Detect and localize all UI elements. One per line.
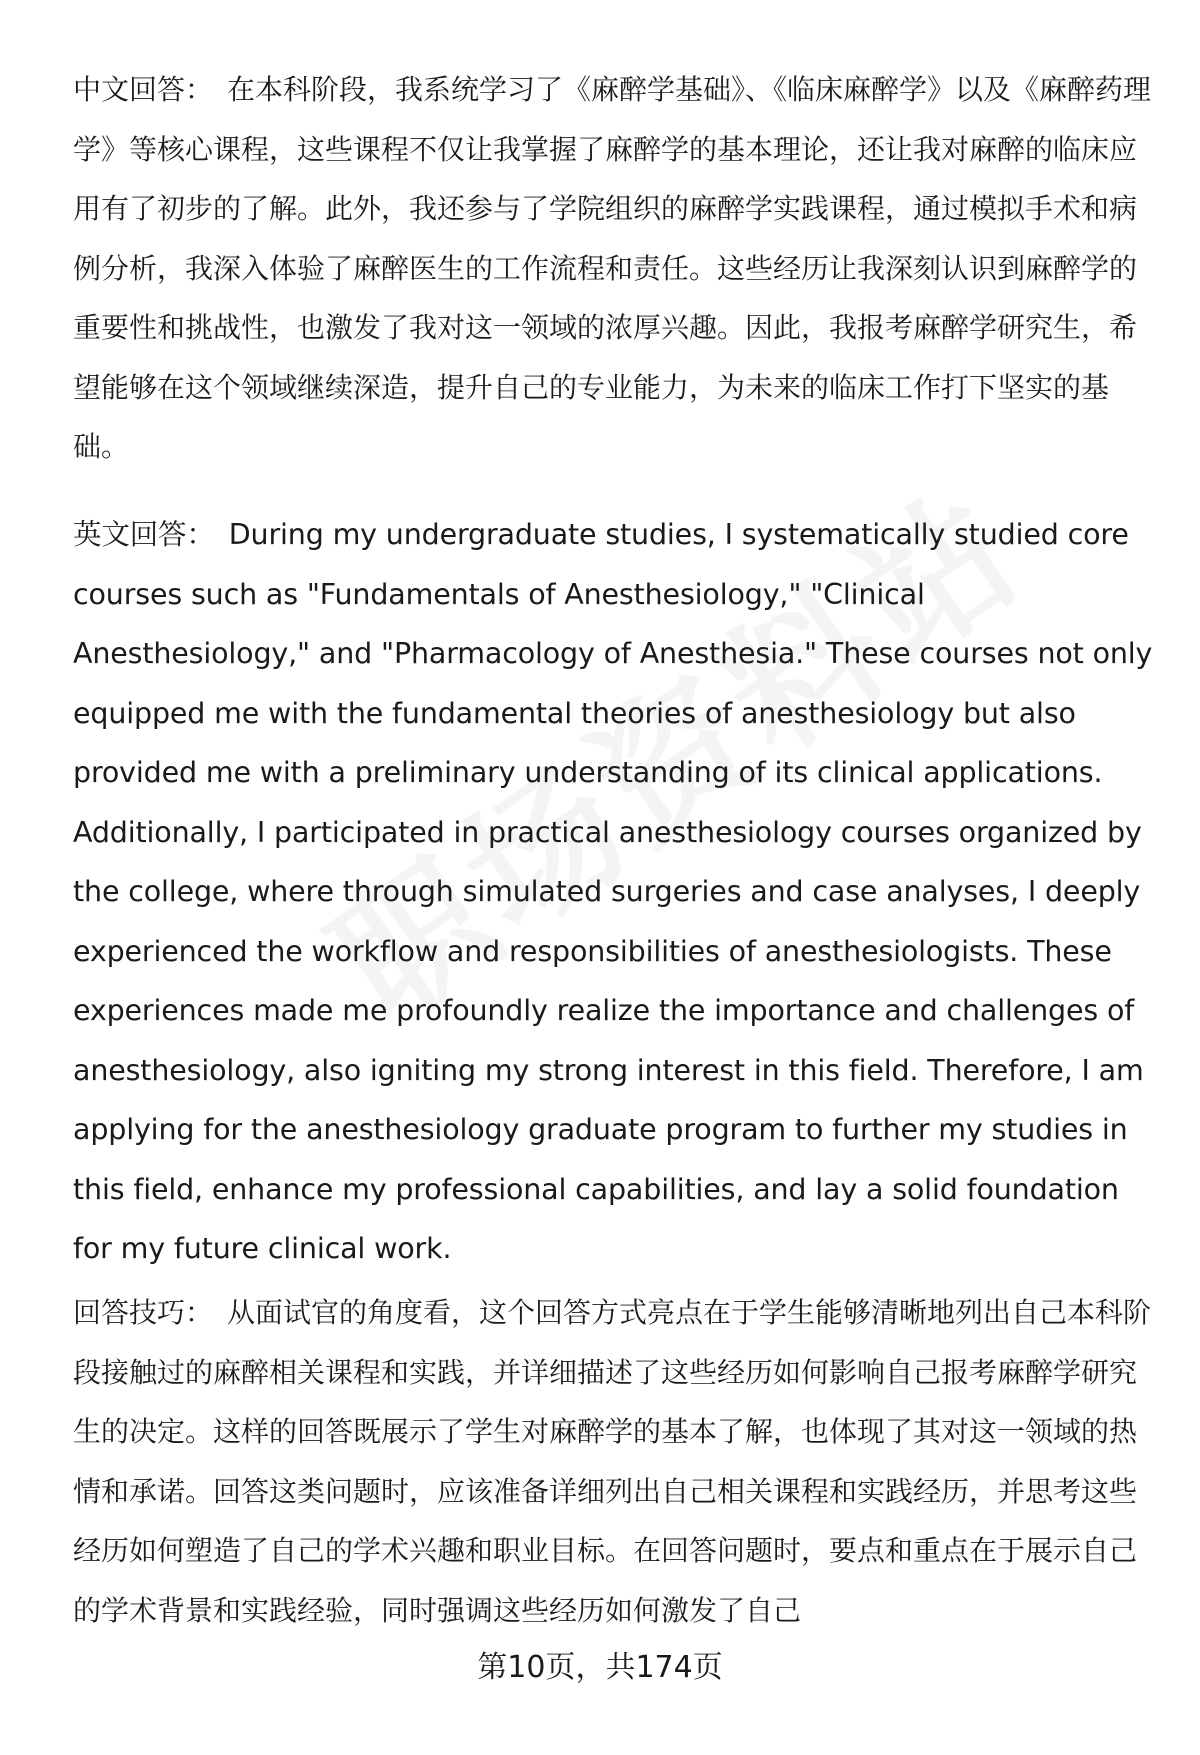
chinese-answer-text: 在本科阶段，我系统学习了《麻醉学基础》、《临床麻醉学》以及《麻醉药理学》等核心课程，这些课程不仅让我掌握了麻醉学的基本理论，还让我对麻醉的临床应用有了初步的了解。此外，我还参与了学院组织的麻醉学实践课程，通过模拟手术和病例分析，我深入体验了麻醉医生的工作流程和责任。这些经历让我深刻认识到麻醉学的重要性和挑战性，也激发了我对这一领域的浓厚兴趣。因此，我报考麻醉学研究生，希望能够在这个领域继续深造，提升自己的专业能力，为未来的临床工作打下坚实的基础。: [73, 73, 1152, 463]
chinese-answer-label: 中文回答：: [73, 73, 214, 106]
english-answer-paragraph: [73, 505, 1153, 1279]
chinese-answer-paragraph: [73, 60, 1153, 477]
answer-tips-paragraph: [73, 1283, 1153, 1640]
page-number-footer: 第10页，共174页: [477, 1650, 723, 1685]
answer-tips-text: 从面试官的角度看，这个回答方式亮点在于学生能够清晰地列出自己本科阶段接触过的麻醉相关课程和实践，并详细描述了这些经历如何影响自己报考麻醉学研究生的决定。这样的回答既展示了学生对麻醉学的基本了解，也体现了其对这一领域的热情和承诺。回答这类问题时，应该准备详细列出自己相关课程和实践经历，并思考这些经历如何塑造了自己的学术兴趣和职业目标。在回答问题时，要点和重点在于展示自己的学术背景和实践经验，同时强调这些经历如何激发了自己: [73, 1296, 1152, 1627]
answer-tips-label: 回答技巧：: [73, 1296, 214, 1329]
english-answer-text: During my undergraduate studies, I systematically studied core courses such as "Fundamentals of Anesthesiology," "Clinical Anesthesiology," and "Pharmacology of Anesthesia." These courses not only equipped me with the fundamental theories of anesthesiology but also provided me with a preliminary understanding of its clinical applications. Additionally, I participated in practical anesthesiology courses organized by the college, where through simulated surgeries and case analyses, I deeply experienced the workflow and responsibilities of anesthesiologists. These experiences made me profoundly realize the importance and challenges of anesthesiology, also igniting my strong interest in this field. Therefore, I am applying for the anesthesiology graduate program to further my studies in this field, enhance my professional capabilities, and lay a solid foundation for my future clinical work.: [73, 518, 1153, 1265]
english-answer-label: 英文回答：: [73, 518, 215, 551]
